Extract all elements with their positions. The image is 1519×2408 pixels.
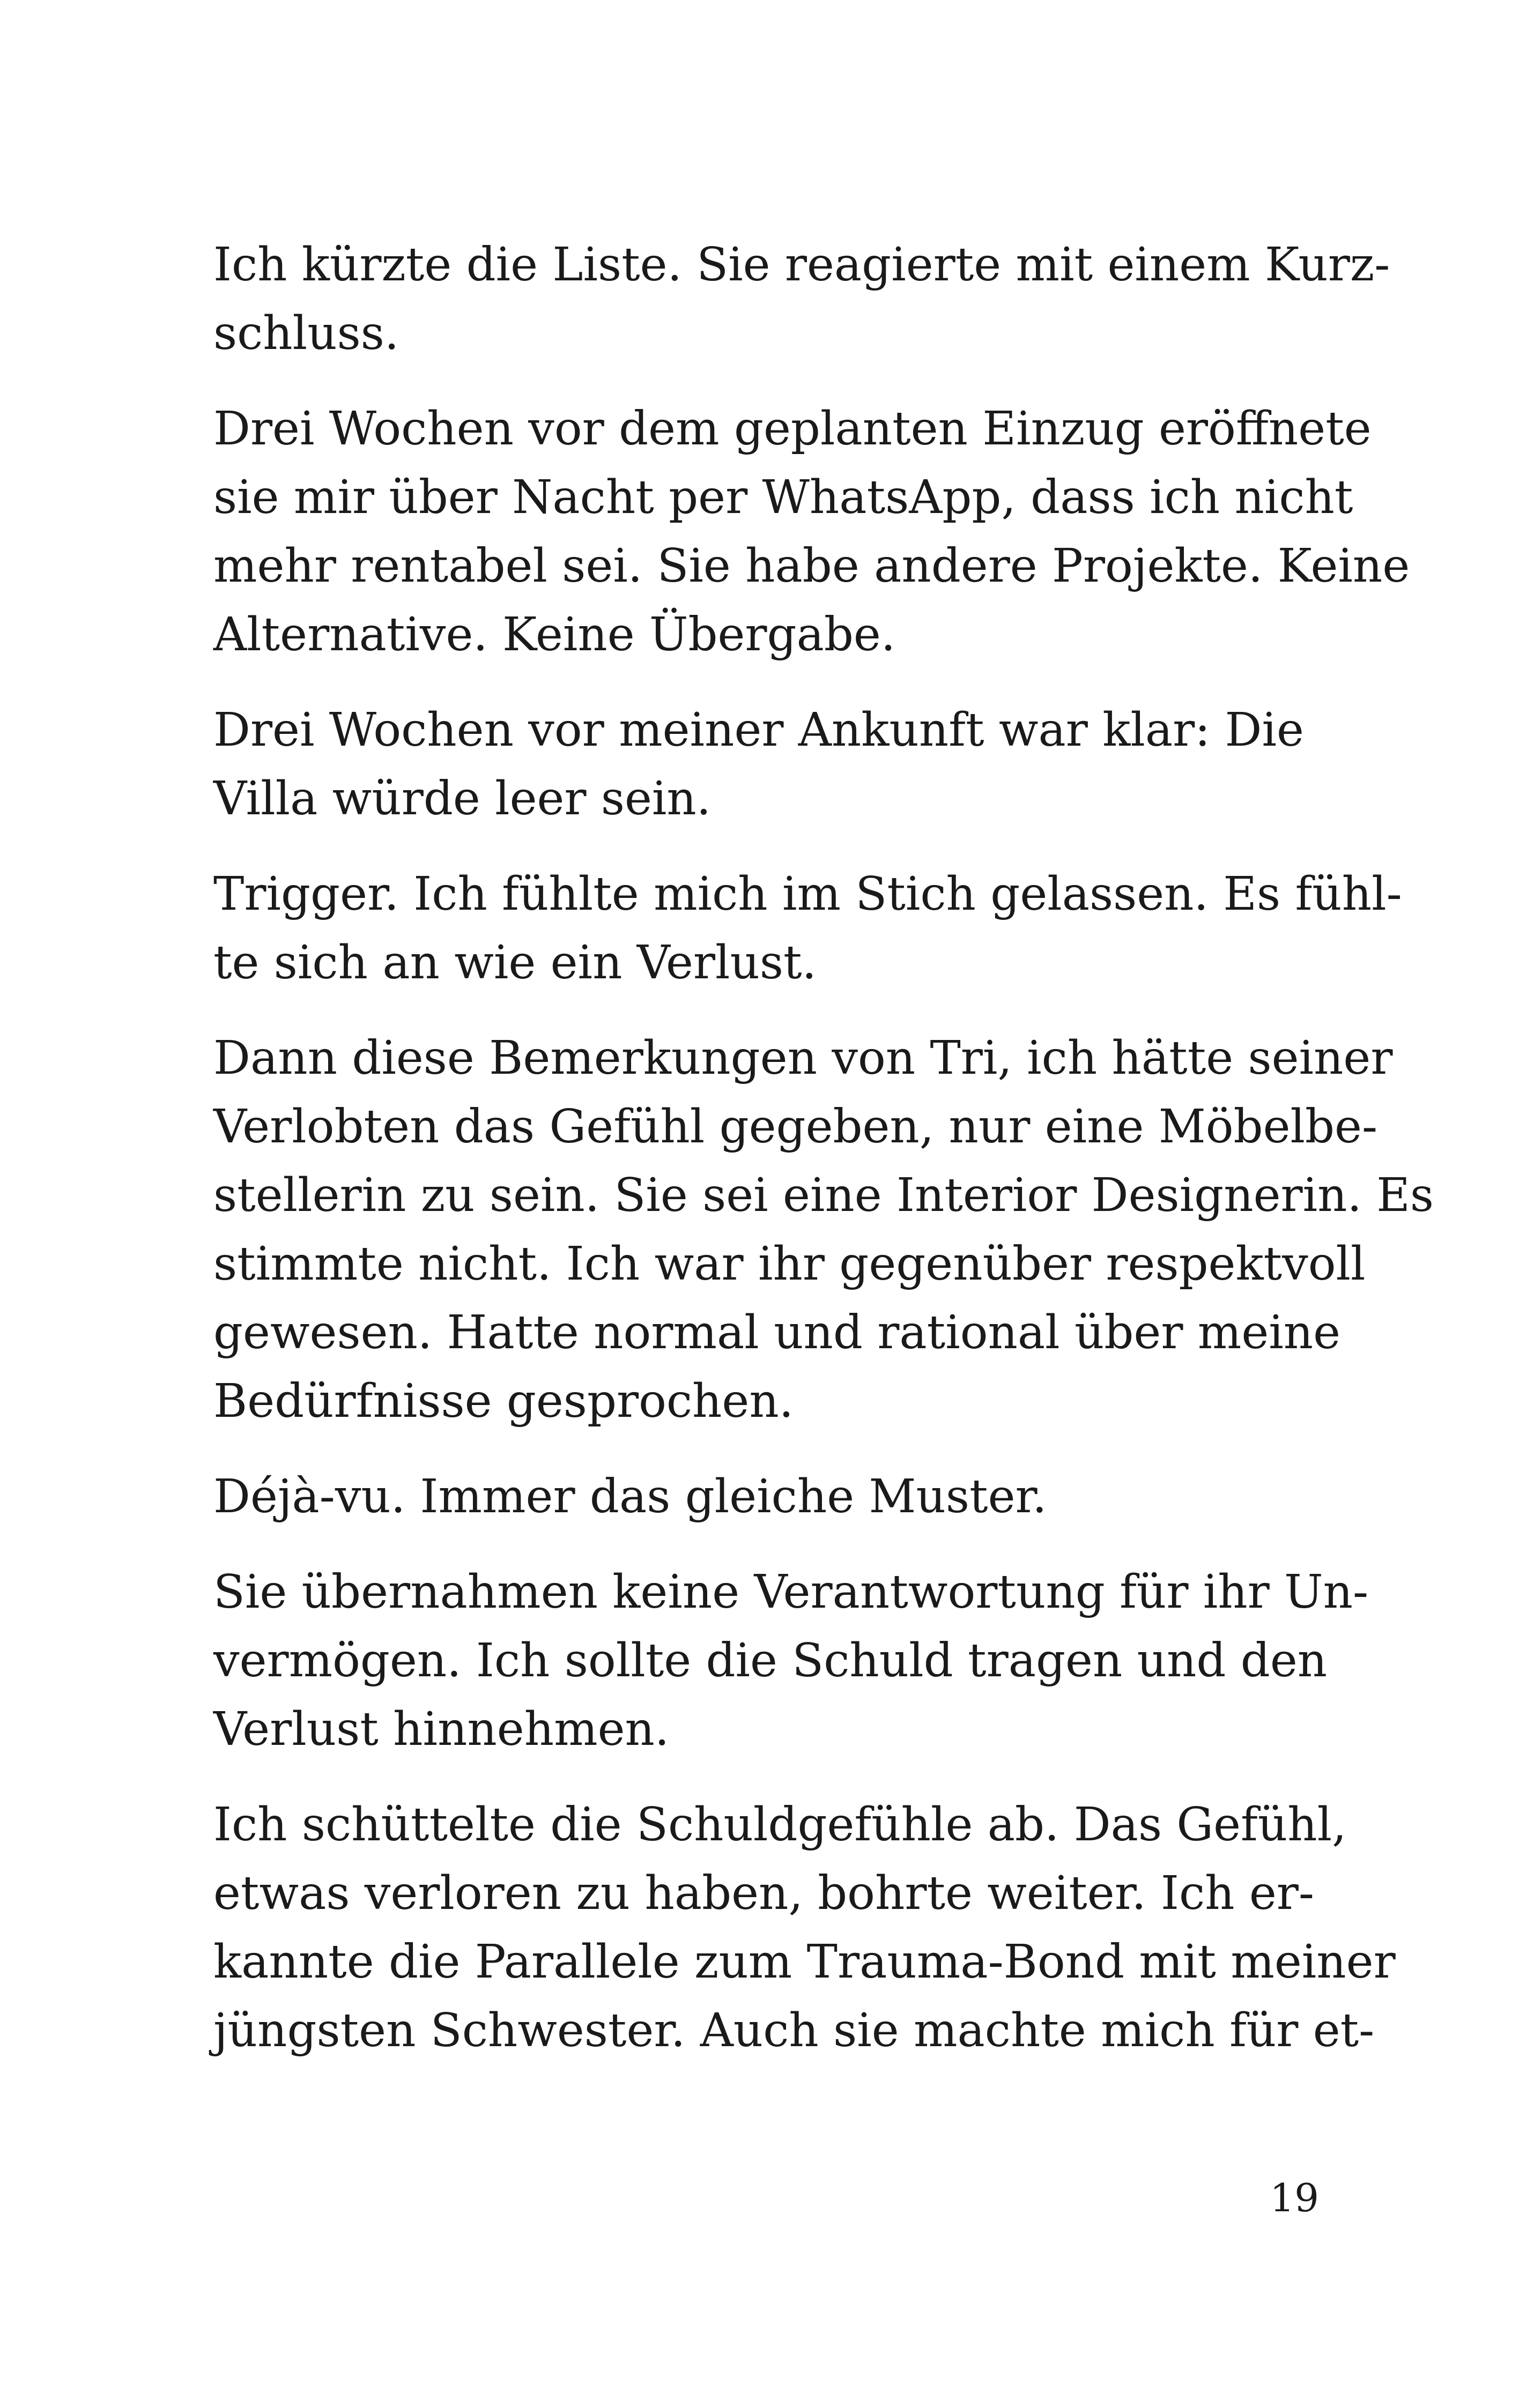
text-line: stimmte nicht. Ich war ihr gegenüber respektvoll	[213, 1237, 1366, 1291]
text-line: Verlobten das Gefühl gegeben, nur eine Möbelbe-	[213, 1100, 1377, 1154]
text-line: Trigger. Ich fühlte mich im Stich gelassen. Es fühl-	[213, 867, 1402, 921]
page-number: 19	[1270, 2175, 1319, 2220]
text-line: Drei Wochen vor dem geplanten Einzug eröffnete	[213, 402, 1372, 456]
text-line: kannte die Parallele zum Trauma-Bond mit meiner	[213, 1935, 1396, 1989]
text-line: schluss.	[213, 307, 399, 360]
paragraph	[213, 231, 1390, 368]
text-line: mehr rentabel sei. Sie habe andere Projekte. Keine	[213, 539, 1410, 593]
text-line: Ich schüttelte die Schuldgefühle ab. Das Gefühl,	[213, 1798, 1347, 1852]
text-line: Dann diese Bemerkungen von Tri, ich hätte seiner	[213, 1031, 1393, 1085]
paragraph	[213, 395, 1410, 669]
paragraph	[213, 1024, 1434, 1436]
paragraph	[213, 860, 1402, 997]
paragraph	[213, 1558, 1369, 1764]
text-line: Verlust hinnehmen.	[213, 1703, 670, 1756]
text-line: Villa würde leer sein.	[213, 772, 712, 826]
text-line: Déjà-vu. Immer das gleiche Muster.	[213, 1470, 1047, 1523]
text-line: Drei Wochen vor meiner Ankunft war klar: Die	[213, 703, 1304, 757]
text-line: Bedürfnisse gesprochen.	[213, 1374, 794, 1428]
text-line: jüngsten Schwester. Auch sie machte mich für et-	[213, 2004, 1375, 2057]
text-line: gewesen. Hatte normal und rational über meine	[213, 1306, 1341, 1359]
text-line: te sich an wie ein Verlust.	[213, 936, 817, 990]
text-line: sie mir über Nacht per WhatsApp, dass ich nicht	[213, 471, 1353, 524]
text-line: etwas verloren zu haben, bohrte weiter. Ich er-	[213, 1867, 1314, 1920]
paragraph	[213, 1462, 1318, 1531]
body-text	[213, 231, 1434, 2092]
paragraph	[213, 696, 1318, 833]
text-line: Sie übernahmen keine Verantwortung für ihr Un-	[213, 1565, 1369, 1619]
text-line: vermögen. Ich sollte die Schuld tragen und den	[213, 1634, 1328, 1688]
text-line: Alternative. Keine Übergabe.	[213, 608, 896, 662]
paragraph	[213, 1790, 1396, 2065]
text-line: stellerin zu sein. Sie sei eine Interior Designerin. Es	[213, 1169, 1434, 1222]
text-line: Ich kürzte die Liste. Sie reagierte mit einem Kurz-	[213, 238, 1390, 292]
